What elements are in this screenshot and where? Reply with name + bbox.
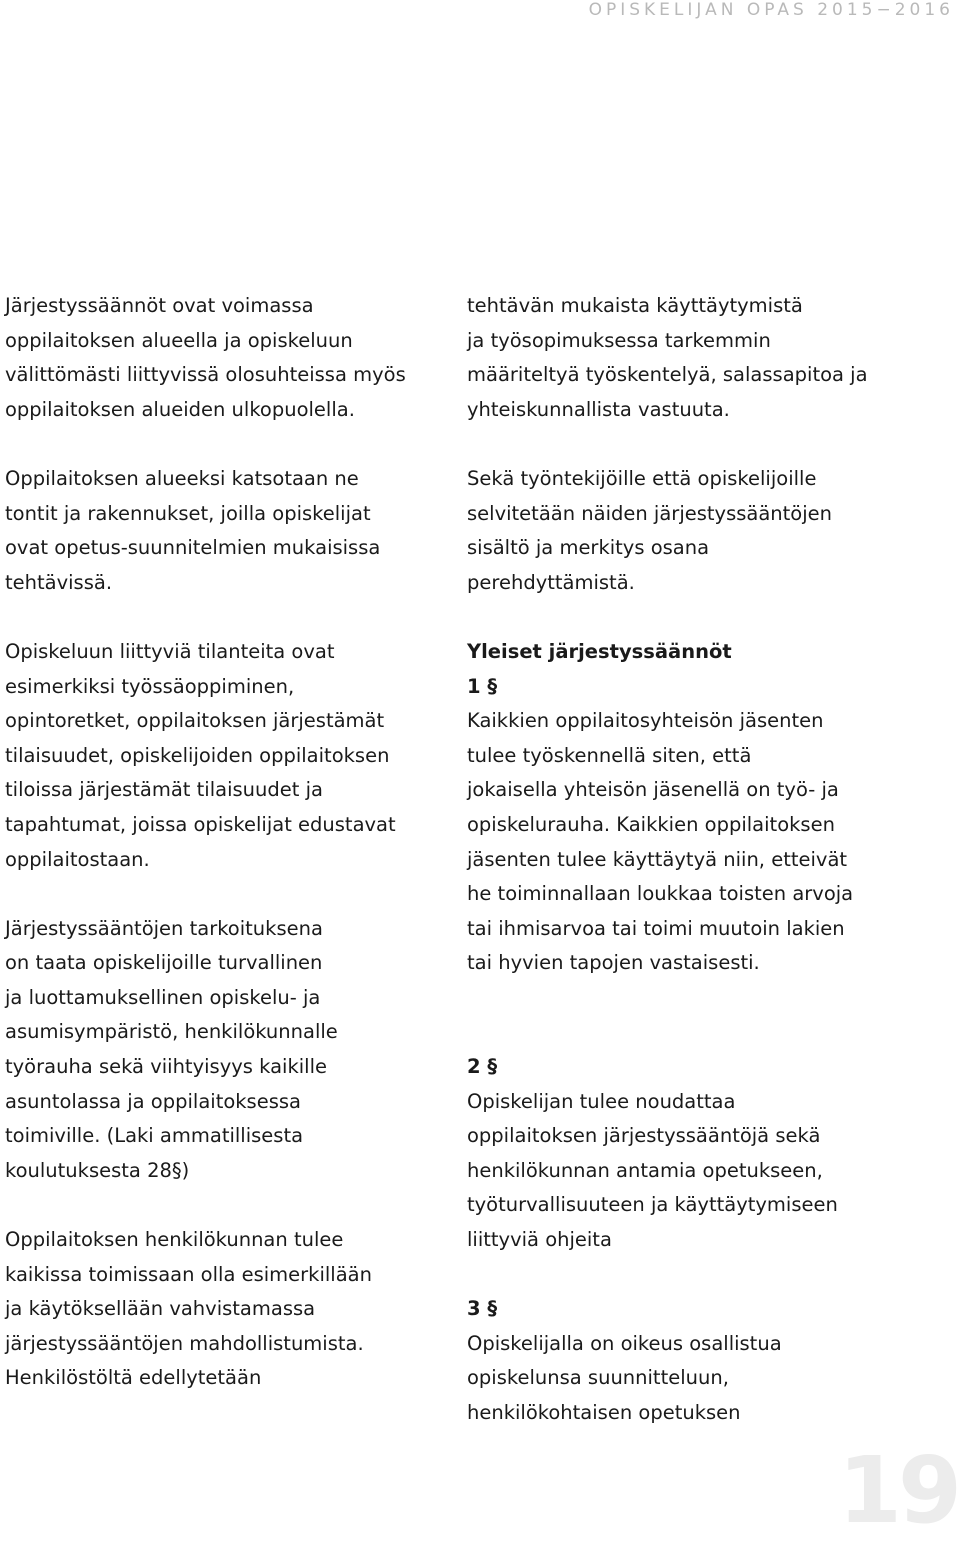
text-line: esimerkiksi työssäoppiminen, <box>5 674 295 698</box>
text-line: oppilaitoksen alueiden ulkopuolella. <box>5 397 355 421</box>
paragraph-purpose <box>5 912 445 1189</box>
text-line: tehtävän mukaista käyttäytymistä <box>467 294 803 317</box>
text-line: Oppilaitoksen alueeksi katsotaan ne <box>5 466 359 490</box>
paragraph-staff-continued <box>467 289 947 427</box>
text-line: tilaisuudet, opiskelijoiden oppilaitoksen <box>5 743 390 767</box>
text-line: välittömästi liittyvissä olosuhteissa myös <box>5 363 406 387</box>
right-text-column <box>467 289 947 1465</box>
text-line: opintoretket, oppilaitoksen järjestämät <box>5 709 385 733</box>
text-line: asuntolassa ja oppilaitoksessa <box>5 1089 301 1113</box>
section-3 <box>467 1292 947 1430</box>
text-line: Sekä työntekijöille että opiskelijoille <box>467 466 817 490</box>
text-line: tehtävissä. <box>5 570 113 594</box>
text-line: tontit ja rakennukset, joilla opiskelijat <box>5 501 371 525</box>
text-line: Järjestyssääntöjen tarkoituksena <box>5 916 323 940</box>
text-line: liittyviä ohjeita <box>467 1228 612 1252</box>
text-line: yhteiskunnallista vastuuta. <box>467 397 730 421</box>
text-line: perehdyttämistä. <box>467 570 635 594</box>
text-line: oppilaitoksen järjestyssääntöjä sekä <box>467 1124 821 1148</box>
text-line: kaikissa toimissaan olla esimerkillään <box>5 1262 372 1286</box>
text-line: tulee työskennellä siten, että <box>467 743 752 767</box>
section-number: 2 § <box>467 1055 498 1079</box>
section-gap <box>467 1015 947 1050</box>
text-line: määriteltyä työskentelyä, salassapitoa ja <box>467 363 868 387</box>
text-line: jäsenten tulee käyttäytyä niin, etteivät <box>467 847 848 871</box>
text-line: oppilaitoksen alueella ja opiskeluun <box>5 328 353 352</box>
section-1 <box>467 635 947 981</box>
section-number: 3 § <box>467 1297 498 1321</box>
text-line: he toiminnallaan loukkaa toisten arvoja <box>467 882 854 906</box>
text-line: tapahtumat, joissa opiskelijat edustavat <box>5 812 396 836</box>
section-2 <box>467 1050 947 1258</box>
text-line: toimiville. (Laki ammatillisesta <box>5 1124 304 1148</box>
text-line: selvitetään näiden järjestyssääntöjen <box>467 501 833 525</box>
text-line: opiskelurauha. Kaikkien oppilaitoksen <box>467 812 835 836</box>
text-line: ja työsopimuksessa tarkemmin <box>467 328 771 352</box>
text-line: ja käytöksellään vahvistamassa <box>5 1297 316 1321</box>
text-line: opiskelunsa suunnitteluun, <box>467 1366 729 1390</box>
text-line: henkilökohtaisen opetuksen <box>467 1401 741 1424</box>
text-line: oppilaitostaan. <box>5 847 150 871</box>
section-number: 1 § <box>467 674 498 698</box>
text-line: Henkilöstöltä edellytetään <box>5 1366 262 1390</box>
text-line: henkilökunnan antamia opetukseen, <box>467 1158 823 1182</box>
paragraph-orientation <box>467 462 947 600</box>
text-line: ovat opetus-suunnitelmien mukaisissa <box>5 536 381 560</box>
text-line: tai hyvien tapojen vastaisesti. <box>467 951 760 975</box>
text-line: sisältö ja merkitys osana <box>467 536 710 560</box>
paragraph-study-situations <box>5 635 445 877</box>
text-line: Kaikkien oppilaitosyhteisön jäsenten <box>467 709 824 733</box>
text-line: koulutuksesta 28§) <box>5 1158 190 1182</box>
text-line: jokaisella yhteisön jäsenellä on työ- ja <box>467 778 839 802</box>
text-line: Järjestyssäännöt ovat voimassa <box>5 294 314 317</box>
paragraph-area-definition <box>5 462 445 600</box>
text-line: työrauha sekä viihtyisyys kaikille <box>5 1055 327 1079</box>
text-line: työturvallisuuteen ja käyttäytymiseen <box>467 1193 838 1217</box>
text-line: Oppilaitoksen henkilökunnan tulee <box>5 1228 344 1252</box>
text-line: asumisympäristö, henkilökunnalle <box>5 1020 338 1044</box>
text-line: tiloissa järjestämät tilaisuudet ja <box>5 778 323 802</box>
text-line: Opiskelijalla on oikeus osallistua <box>467 1331 782 1355</box>
left-text-column <box>5 289 445 1431</box>
text-line: järjestyssääntöjen mahdollistumista. <box>5 1331 364 1355</box>
guide-header-title: OPISKELIJAN OPAS 2015−2016 <box>588 0 954 20</box>
text-line: tai ihmisarvoa tai toimi muutoin lakien <box>467 916 845 940</box>
text-line: Opiskeluun liittyviä tilanteita ovat <box>5 639 335 663</box>
text-line: ja luottamuksellinen opiskelu- ja <box>5 985 321 1009</box>
paragraph-scope <box>5 289 445 427</box>
text-line: Opiskelijan tulee noudattaa <box>467 1089 736 1113</box>
page-number: 19 <box>837 1437 958 1544</box>
text-line: on taata opiskelijoille turvallinen <box>5 951 323 975</box>
paragraph-staff <box>5 1223 445 1396</box>
section-heading: Yleiset järjestyssäännöt <box>467 639 732 663</box>
